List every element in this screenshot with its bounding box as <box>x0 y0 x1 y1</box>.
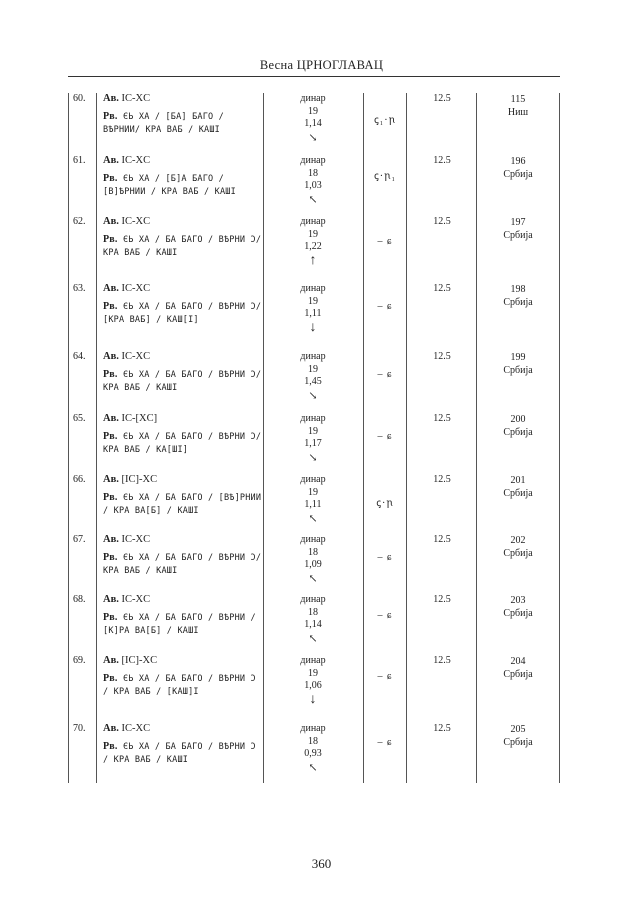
legend-description <box>103 655 263 699</box>
coin-weight: 1,06 <box>304 680 322 691</box>
reverse-legend <box>103 611 263 638</box>
coin-weight: 0,93 <box>304 748 322 759</box>
coin-type: динар <box>300 351 326 362</box>
obverse-text: IC-XC <box>121 283 151 294</box>
die-axis-arrow-icon: ↘ <box>308 389 318 402</box>
coin-weight: 1,45 <box>304 376 322 387</box>
reverse-legend <box>103 300 263 327</box>
coin-type: динар <box>300 93 326 104</box>
control-mark: – ɕ <box>377 737 393 748</box>
coin-diameter: 19 <box>308 667 318 679</box>
coin-diameter: 19 <box>308 363 318 375</box>
entry-number: 62. <box>73 216 86 227</box>
coin-diameter: 19 <box>308 228 318 240</box>
reverse-text: ЄЬ ХА / БА БАГО / ВѢРНИ / [К]РА ВА[Б] / КАШІ <box>103 613 256 636</box>
reference <box>478 723 558 749</box>
reverse-text: ЄЬ ХА / БА БАГО / ВѢРНИ Ͻ/ [КРА ВАБ] / КАШ[І] <box>103 302 262 325</box>
reference <box>478 155 558 181</box>
legend-description <box>103 413 263 457</box>
type-number: 12.5 <box>433 93 451 104</box>
obverse-label: Ав. <box>103 216 119 227</box>
obverse-legend <box>103 155 263 167</box>
obverse-label: Ав. <box>103 93 119 104</box>
legend-description <box>103 351 263 395</box>
obverse-legend <box>103 474 263 486</box>
legend-description <box>103 594 263 638</box>
reference-place: Србија <box>503 169 533 180</box>
obverse-text: IC-XC <box>121 723 151 734</box>
reverse-legend <box>103 740 263 767</box>
reverse-legend <box>103 110 263 137</box>
obverse-label: Ав. <box>103 283 119 294</box>
obverse-label: Ав. <box>103 594 119 605</box>
reference-number: 201 <box>510 475 526 486</box>
coin-diameter: 19 <box>308 486 318 498</box>
reverse-legend <box>103 672 263 699</box>
reverse-text: ЄЬ ХА / БА БАГО / ВѢРНИ Ͻ/ КРА ВАБ / КАШІ <box>103 235 262 258</box>
reference-number: 202 <box>510 535 526 546</box>
coin-specs <box>264 93 362 145</box>
coin-type: динар <box>300 283 326 294</box>
reverse-text: ЄЬ ХА / БА БАГО / ВѢРНИ Ͻ/ КРА ВАБ / КАШІ <box>103 553 262 576</box>
reverse-legend <box>103 430 263 457</box>
reverse-label: Рв. <box>103 741 118 752</box>
coin-specs <box>264 655 362 707</box>
obverse-label: Ав. <box>103 413 119 424</box>
die-axis-arrow-icon: ↖ <box>308 632 318 645</box>
obverse-text: IC-XC <box>121 155 151 166</box>
reference-number: 198 <box>510 284 526 295</box>
reverse-label: Рв. <box>103 111 118 122</box>
die-axis-arrow-icon: ↖ <box>308 193 318 206</box>
control-mark: – ɕ <box>377 236 393 247</box>
obverse-legend <box>103 283 263 295</box>
legend-description <box>103 93 263 137</box>
coin-specs <box>264 216 362 268</box>
coin-type: динар <box>300 534 326 545</box>
column-divider <box>559 93 560 783</box>
coin-specs <box>264 534 362 586</box>
entry-number: 66. <box>73 474 86 485</box>
reverse-label: Рв. <box>103 492 118 503</box>
type-number: 12.5 <box>433 155 451 166</box>
header-rule <box>68 76 560 77</box>
obverse-label: Ав. <box>103 155 119 166</box>
coin-diameter: 18 <box>308 606 318 618</box>
reverse-text: ЄЬ ХА / БА БАГО / ВѢРНИ Ͻ / КРА ВАБ / КАШІ <box>103 742 256 765</box>
reverse-label: Рв. <box>103 552 118 563</box>
legend-description <box>103 534 263 578</box>
coin-specs <box>264 474 362 526</box>
coin-weight: 1,03 <box>304 180 322 191</box>
obverse-label: Ав. <box>103 534 119 545</box>
coin-weight: 1,09 <box>304 559 322 570</box>
reference-number: 205 <box>510 724 526 735</box>
reference-place: Србија <box>503 297 533 308</box>
entry-number: 61. <box>73 155 86 166</box>
entry-number: 60. <box>73 93 86 104</box>
type-number: 12.5 <box>433 351 451 362</box>
obverse-legend <box>103 413 263 425</box>
reverse-label: Рв. <box>103 612 118 623</box>
obverse-text: [IC]-XC <box>121 474 158 485</box>
entry-number: 67. <box>73 534 86 545</box>
reverse-legend <box>103 551 263 578</box>
coin-catalog-table <box>68 93 560 783</box>
obverse-legend <box>103 93 263 105</box>
reference <box>478 283 558 309</box>
control-mark: – ɕ <box>377 369 393 380</box>
coin-weight: 1,22 <box>304 241 322 252</box>
page-number: 360 <box>311 856 332 871</box>
obverse-text: [IC]-XC <box>121 655 158 666</box>
reverse-legend <box>103 233 263 260</box>
reverse-legend <box>103 491 263 518</box>
reverse-label: Рв. <box>103 431 118 442</box>
coin-specs <box>264 594 362 646</box>
coin-type: динар <box>300 216 326 227</box>
control-mark: – ɕ <box>377 671 393 682</box>
control-mark: ꞔ₁·ꞃ <box>373 115 397 126</box>
type-number: 12.5 <box>433 283 451 294</box>
entry-number: 68. <box>73 594 86 605</box>
coin-diameter: 19 <box>308 105 318 117</box>
type-number: 12.5 <box>433 413 451 424</box>
reverse-text: ЄЬ ХА / [Б]А БАГО / [В]ѢРНИИ / КРА ВАБ / КАШІ <box>103 174 236 197</box>
reverse-label: Рв. <box>103 369 118 380</box>
reverse-text: ЄЬ ХА / БА БАГО / [ВѢ]РНИИ / КРА ВА[Б] / КАШІ <box>103 493 262 516</box>
legend-description <box>103 283 263 327</box>
reference-place: Србија <box>503 427 533 438</box>
coin-type: динар <box>300 655 326 666</box>
reference <box>478 93 558 119</box>
obverse-label: Ав. <box>103 723 119 734</box>
reference-number: 199 <box>510 352 526 363</box>
obverse-text: IC-[XC] <box>121 413 158 424</box>
type-number: 12.5 <box>433 655 451 666</box>
reference-place: Србија <box>503 488 533 499</box>
coin-specs <box>264 413 362 465</box>
obverse-text: IC-XC <box>121 594 151 605</box>
column-divider <box>476 93 477 783</box>
die-axis-arrow-icon: ↓ <box>309 319 317 335</box>
coin-weight: 1,11 <box>304 499 322 510</box>
reference-number: 203 <box>510 595 526 606</box>
obverse-legend <box>103 216 263 228</box>
die-axis-arrow-icon: ↘ <box>308 131 318 144</box>
coin-weight: 1,17 <box>304 438 322 449</box>
column-divider <box>68 93 69 783</box>
coin-diameter: 18 <box>308 546 318 558</box>
reference <box>478 594 558 620</box>
reference-place: Србија <box>503 608 533 619</box>
coin-weight: 1,11 <box>304 308 322 319</box>
legend-description <box>103 474 263 518</box>
obverse-legend <box>103 351 263 363</box>
reference-place: Србија <box>503 737 533 748</box>
obverse-legend <box>103 723 263 735</box>
entry-number: 63. <box>73 283 86 294</box>
obverse-label: Ав. <box>103 351 119 362</box>
die-axis-arrow-icon: ↖ <box>308 572 318 585</box>
obverse-legend <box>103 594 263 606</box>
obverse-legend <box>103 534 263 546</box>
reverse-text: ЄЬ ХА / БА БАГО / ВѢРНИ Ͻ/ КРА ВАБ / КА[ШІ] <box>103 432 262 455</box>
die-axis-arrow-icon: ↖ <box>308 512 318 525</box>
die-axis-arrow-icon: ↑ <box>309 252 317 268</box>
reverse-label: Рв. <box>103 673 118 684</box>
reference-place: Србија <box>503 548 533 559</box>
reference <box>478 534 558 560</box>
reference-number: 115 <box>510 94 526 105</box>
control-mark: – ɕ <box>377 301 393 312</box>
entry-number: 65. <box>73 413 86 424</box>
obverse-text: IC-XC <box>121 351 151 362</box>
reference <box>478 413 558 439</box>
reverse-text: ЄЬ ХА / БА БАГО / ВѢРНИ Ͻ/ КРА ВАБ / КАШІ <box>103 370 262 393</box>
coin-type: динар <box>300 413 326 424</box>
type-number: 12.5 <box>433 216 451 227</box>
reference-place: Србија <box>503 669 533 680</box>
obverse-text: IC-XC <box>121 216 151 227</box>
obverse-text: IC-XC <box>121 93 151 104</box>
coin-type: динар <box>300 723 326 734</box>
obverse-legend <box>103 655 263 667</box>
coin-specs <box>264 283 362 335</box>
reference-number: 204 <box>510 656 526 667</box>
coin-diameter: 18 <box>308 735 318 747</box>
control-mark: – ɕ <box>377 610 393 621</box>
reference <box>478 216 558 242</box>
coin-type: динар <box>300 594 326 605</box>
reference <box>478 655 558 681</box>
reverse-label: Рв. <box>103 301 118 312</box>
entry-number: 70. <box>73 723 86 734</box>
type-number: 12.5 <box>433 474 451 485</box>
reference-place: Србија <box>503 365 533 376</box>
obverse-label: Ав. <box>103 474 119 485</box>
type-number: 12.5 <box>433 723 451 734</box>
reverse-legend <box>103 368 263 395</box>
running-header: Весна ЦРНОГЛАВАЦ <box>259 58 384 72</box>
column-divider <box>406 93 407 783</box>
coin-diameter: 18 <box>308 167 318 179</box>
legend-description <box>103 723 263 767</box>
reverse-label: Рв. <box>103 173 118 184</box>
reverse-legend <box>103 172 263 199</box>
coin-diameter: 19 <box>308 295 318 307</box>
column-divider <box>96 93 97 783</box>
die-axis-arrow-icon: ↘ <box>308 451 318 464</box>
coin-type: динар <box>300 155 326 166</box>
obverse-text: IC-XC <box>121 534 151 545</box>
reference-place: Ниш <box>507 107 529 118</box>
coin-specs <box>264 351 362 403</box>
coin-specs <box>264 155 362 207</box>
reverse-text: ЄЬ ХА / БА БАГО / ВѢРНИ Ͻ / КРА ВАБ / [КАШ]І <box>103 674 256 697</box>
coin-weight: 1,14 <box>304 619 322 630</box>
control-mark: ꞔ·ꞃ <box>376 498 394 509</box>
reference <box>478 351 558 377</box>
legend-description <box>103 216 263 260</box>
control-mark: – ɕ <box>377 552 393 563</box>
control-mark: – ɕ <box>377 431 393 442</box>
coin-weight: 1,14 <box>304 118 322 129</box>
coin-type: динар <box>300 474 326 485</box>
reverse-label: Рв. <box>103 234 118 245</box>
reverse-text: ЄЬ ХА / [БА] БАГО / ВѢРНИИ/ КРА ВАБ / КАШІ <box>103 112 224 135</box>
entry-number: 64. <box>73 351 86 362</box>
legend-description <box>103 155 263 199</box>
coin-diameter: 19 <box>308 425 318 437</box>
coin-specs <box>264 723 362 775</box>
die-axis-arrow-icon: ↖ <box>308 761 318 774</box>
obverse-label: Ав. <box>103 655 119 666</box>
entry-number: 69. <box>73 655 86 666</box>
reference-number: 200 <box>510 414 526 425</box>
reference-number: 196 <box>510 156 526 167</box>
reference-place: Србија <box>503 230 533 241</box>
reference-number: 197 <box>510 217 526 228</box>
die-axis-arrow-icon: ↓ <box>309 691 317 707</box>
type-number: 12.5 <box>433 594 451 605</box>
control-mark: ꞔ·ꞃ₁ <box>373 171 397 182</box>
reference <box>478 474 558 500</box>
type-number: 12.5 <box>433 534 451 545</box>
